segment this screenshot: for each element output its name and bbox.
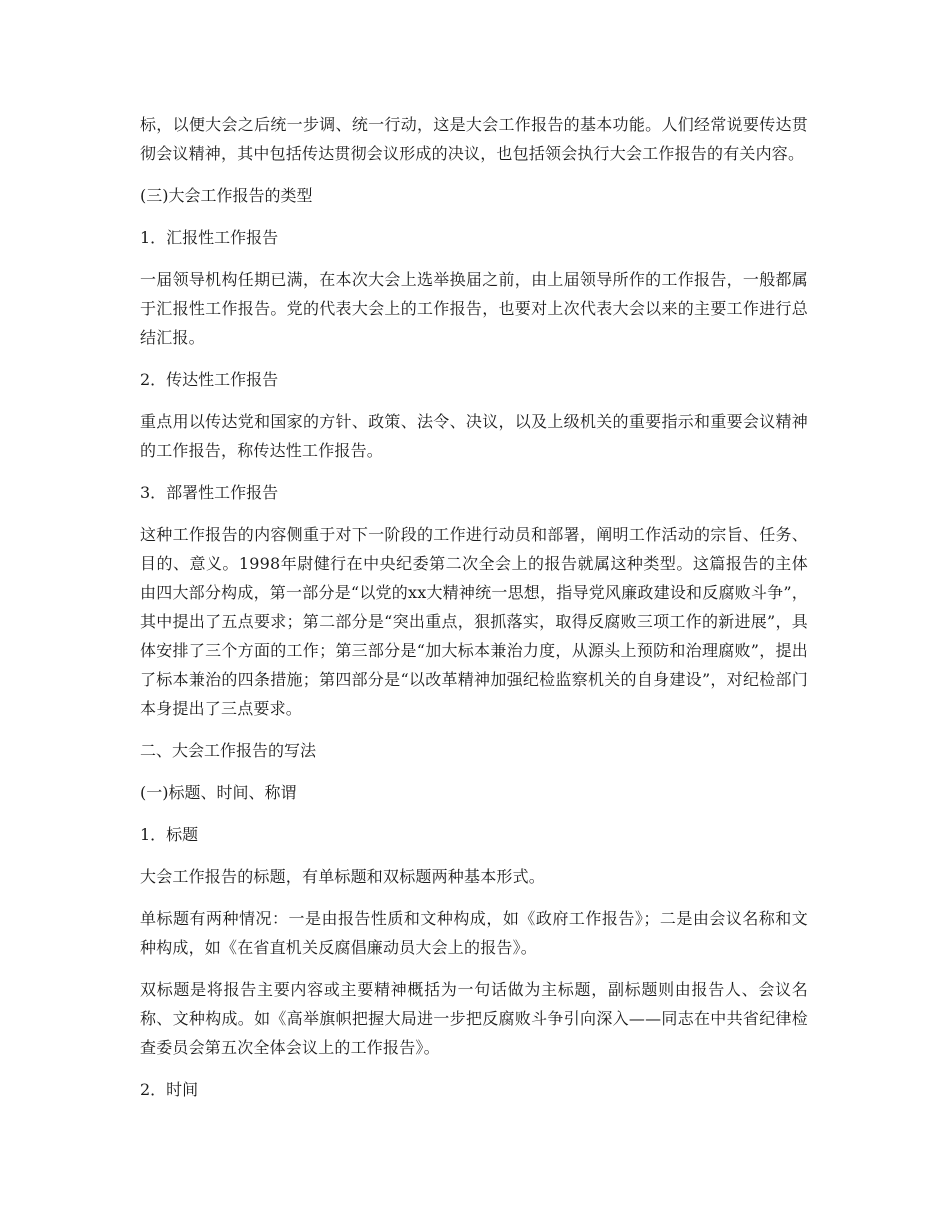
heading-type-1: 1．汇报性工作报告 xyxy=(140,228,279,247)
paragraph-double-title: 双标题是将报告主要内容或主要精神概括为一句话做为主标题，副标题则由报告人、会议名称、文种构成。如《高举旗帜把握大局进一步把反腐败斗争引向深入——同志在中共省纪律检查委员会第五次全体会议上的工作报告》。 xyxy=(140,980,808,1057)
paragraph-type-1: 一届领导机构任期已满，在本次大会上选举换届之前，由上届领导所作的工作报告，一般都属于汇报性工作报告。党的代表大会上的工作报告，也要对上次代表大会以来的主要工作进行总结汇报。 xyxy=(140,270,808,347)
heading-type-3: 3．部署性工作报告 xyxy=(140,483,279,502)
heading-report-types: (三)大会工作报告的类型 xyxy=(140,186,313,205)
paragraph-function-intro: 标，以便大会之后统一步调、统一行动，这是大会工作报告的基本功能。人们经常说要传达贯彻会议精神，其中包括传达贯彻会议形成的决议，也包括领会执行大会工作报告的有关内容。 xyxy=(140,115,808,163)
heading-time: 2．时间 xyxy=(140,1080,199,1099)
heading-title: 1．标题 xyxy=(140,825,199,844)
paragraph-type-2: 重点用以传达党和国家的方针、政策、法令、决议，以及上级机关的重要指示和重要会议精神的工作报告，称传达性工作报告。 xyxy=(140,412,808,460)
paragraph-title-forms: 大会工作报告的标题，有单标题和双标题两种基本形式。 xyxy=(140,867,546,886)
document-page xyxy=(140,110,808,1117)
heading-section-2: 二、大会工作报告的写法 xyxy=(140,741,317,760)
paragraph-single-title: 单标题有两种情况：一是由报告性质和文种构成，如《政府工作报告》；二是由会议名称和文种构成，如《在省直机关反腐倡廉动员大会上的报告》。 xyxy=(140,909,808,957)
heading-title-time-address: (一)标题、时间、称谓 xyxy=(140,783,297,802)
paragraph-type-3: 这种工作报告的内容侧重于对下一阶段的工作进行动员和部署，阐明工作活动的宗旨、任务、目的、意义。1998年尉健行在中央纪委第二次全会上的报告就属这种类型。这篇报告的主体由四大部分构成，第一部分是“以党的xx大精神统一思想，指导党风廉政建设和反腐败斗争”，其中提出了五点要求；第二部分是“突出重点，狠抓落实，取得反腐败三项工作的新进展”，具体安排了三个方面的工作；第三部分是“加大标本兼治力度，从源头上预防和治理腐败”，提出了标本兼治的四条措施；第四部分是“以改革精神加强纪检监察机关的自身建设”，对纪检部门本身提出了三点要求。 xyxy=(140,525,808,718)
heading-type-2: 2．传达性工作报告 xyxy=(140,370,279,389)
